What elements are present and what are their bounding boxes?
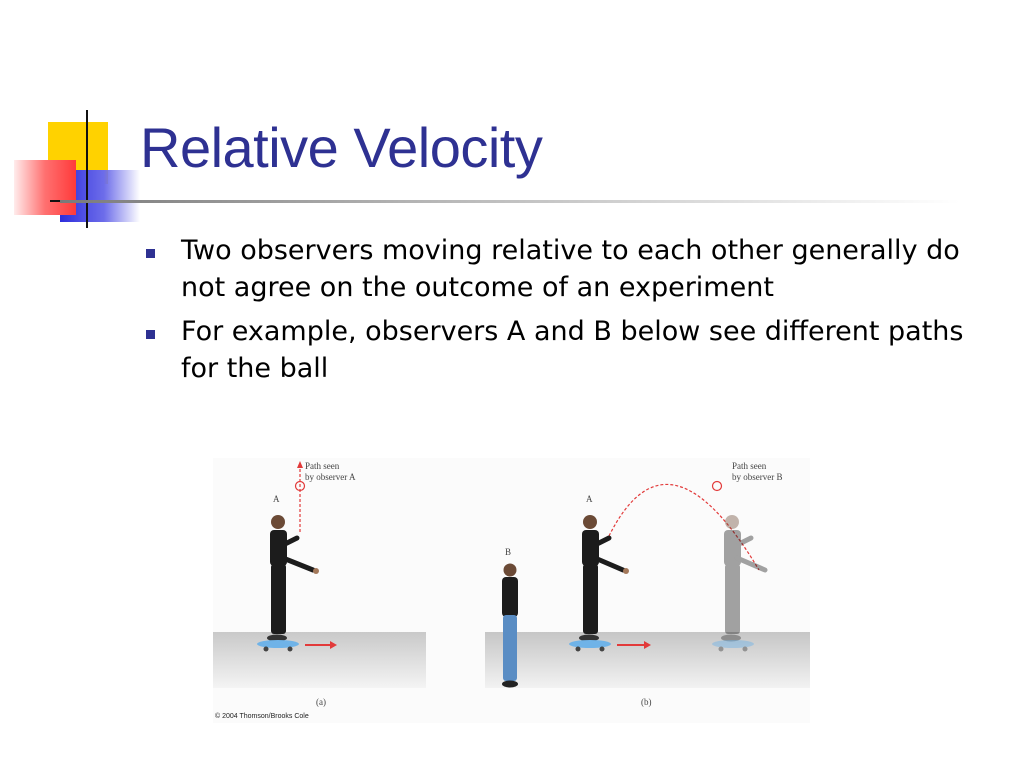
bullet-item	[140, 232, 990, 306]
slide-title: Relative Velocity	[140, 116, 543, 179]
panel-b-observer-b	[502, 564, 518, 688]
corner-decoration	[0, 100, 150, 230]
bullet-square-icon	[146, 330, 155, 339]
panel-b-ball	[713, 482, 722, 491]
bullet-text: Two observers moving relative to each other generally do not agree on the outcome of an experiment	[181, 235, 960, 303]
panel-a-path-label-2: by observer A	[305, 472, 356, 482]
panel-b-path-label-2: by observer B	[732, 472, 783, 482]
panel-a-person	[267, 515, 319, 642]
panel-b-path-label-1: Path seen	[732, 461, 767, 471]
panel-a-floor	[213, 632, 426, 688]
panel-a-path-label-1: Path seen	[305, 461, 340, 471]
panel-a-arrowhead-icon	[297, 461, 303, 468]
panel-b-observer-a-label: A	[586, 494, 593, 504]
panel-a-observer-label: A	[273, 494, 280, 504]
title-underline	[60, 200, 960, 203]
panel-b-floor	[485, 632, 810, 688]
deco-red-square	[14, 160, 76, 215]
deco-vertical-line	[86, 110, 88, 228]
figure-illustration	[213, 458, 810, 723]
panel-b-caption: (b)	[641, 697, 652, 707]
panel-b-person-end	[721, 515, 765, 642]
panel-b-observer-b-label: B	[505, 547, 512, 557]
panel-b-person-start	[579, 515, 629, 642]
bullet-list	[140, 232, 990, 394]
panel-a-caption: (a)	[316, 697, 326, 707]
relative-velocity-figure	[213, 458, 810, 723]
bullet-item	[140, 313, 990, 387]
copyright-credit: © 2004 Thomson/Brooks Cole	[215, 713, 309, 720]
bullet-square-icon	[146, 249, 155, 258]
bullet-text: For example, observers A and B below see different paths for the ball	[181, 316, 964, 384]
